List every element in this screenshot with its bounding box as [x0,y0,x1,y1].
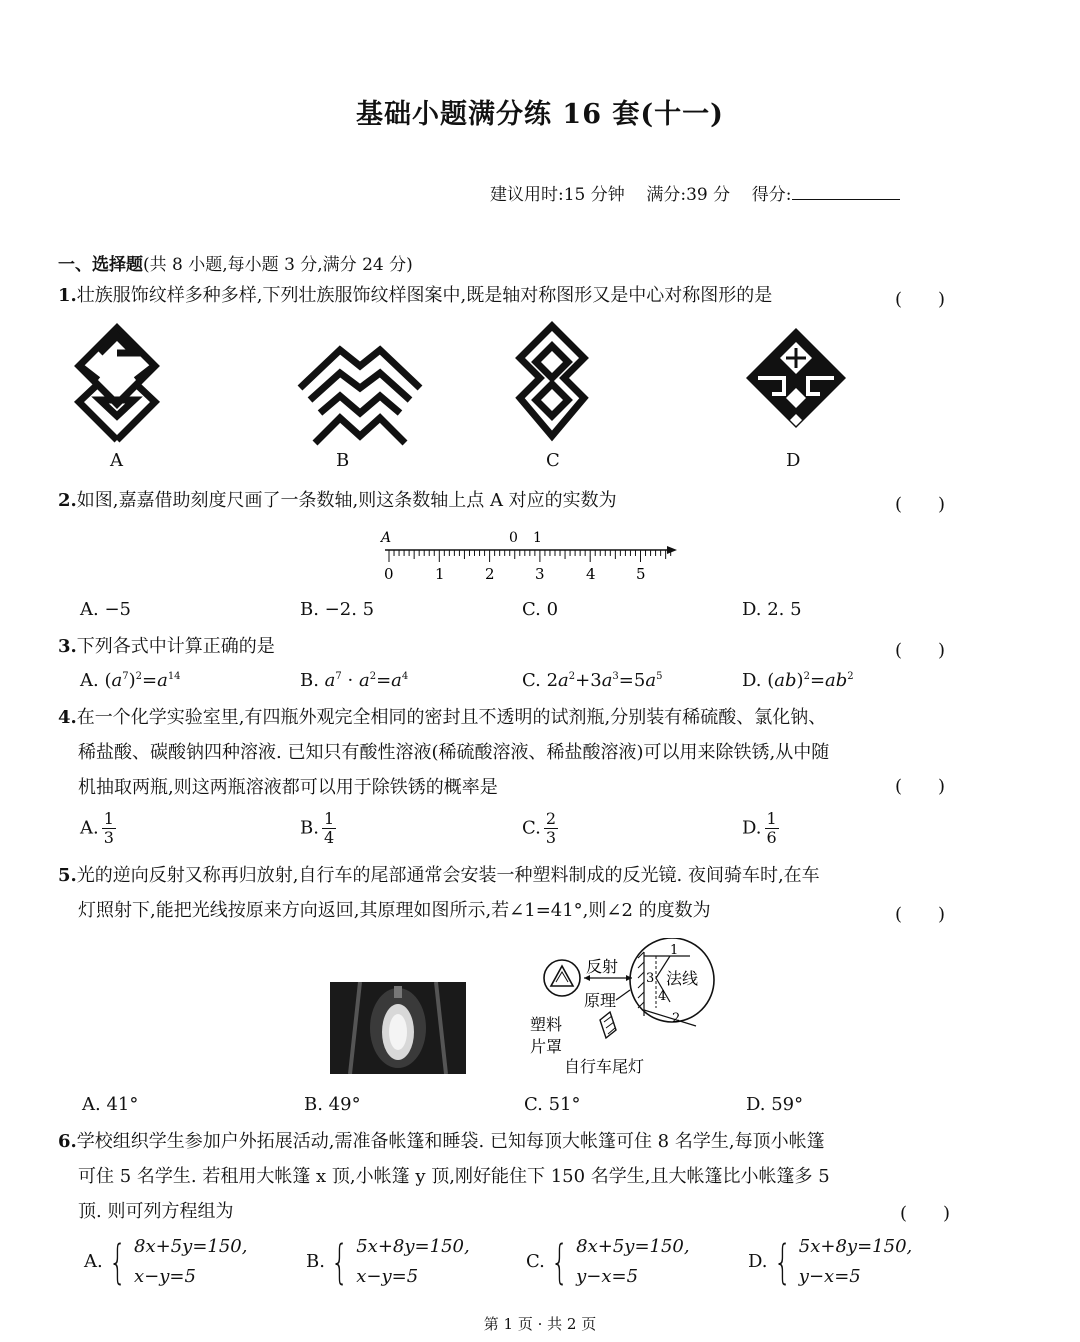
question-number: 1. [58,285,77,306]
denominator: 3 [103,828,114,847]
q4-option-b[interactable] [300,810,336,847]
question-number: 4. [58,707,77,728]
full-score: 满分:39 分 [646,185,731,205]
normal-label: 法线 [666,969,699,988]
q6-option-a[interactable] [84,1232,247,1292]
question-4 [58,700,829,805]
question-text-line1: 在一个化学实验室里,有四瓶外观完全相同的密封且不透明的试剂瓶,分别装有稀硫酸、氯化钠、 [76,707,827,728]
numerator: 1 [103,809,114,828]
angle-4-label: 4 [658,989,667,1004]
fraction [102,810,116,847]
ruler-tick-3: 3 [535,565,545,583]
reflection-diagram [520,938,720,1078]
q2-option-c[interactable]: C. 0 [522,599,559,620]
pattern-b-label: B [336,450,350,471]
question-5 [58,858,820,928]
q3-option-b[interactable]: B. $a^7 \cdot a^2=a^4$ [300,670,409,691]
q3-option-d[interactable]: D. $(ab)^2=ab^2$ [742,670,854,691]
pattern-c-label: C [546,450,560,471]
equation-system [103,1232,248,1292]
ruler-tick-0: 0 [384,565,394,583]
ruler-tick-5: 5 [636,565,646,583]
page-title: 基础小题满分练 16 套(十一) [356,99,724,130]
brace-icon: { [108,1235,127,1289]
answer-paren-4[interactable]: ( ) [895,776,946,797]
equation-1: 8x+5y=150, [134,1236,248,1257]
score-label: 得分: [751,185,792,205]
q2-option-a[interactable]: A. −5 [80,599,131,620]
brace-icon: { [330,1235,349,1289]
answer-paren-3[interactable]: ( ) [895,640,946,661]
equation-2: y−x=5 [576,1266,639,1287]
option-label: B. [306,1251,325,1272]
question-text: 下列各式中计算正确的是 [76,636,275,657]
angle-2-label: 2 [672,1011,681,1026]
q5-option-a[interactable]: A. 41° [82,1094,139,1115]
answer-paren-6[interactable]: ( ) [900,1203,951,1224]
principle-label: 原理 [584,991,617,1010]
ruler-tick-2: 2 [485,565,495,583]
question-2 [58,483,617,518]
option-label: A. [80,817,99,839]
axis-arrow [667,546,677,554]
question-text-line3: 机抽取两瓶,则这两瓶溶液都可以用于除铁锈的概率是 [78,777,498,798]
equation-1: 5x+8y=150, [356,1236,470,1257]
section-heading [58,250,413,275]
score-blank[interactable] [792,185,900,200]
denominator: 4 [323,828,335,847]
ruler-figure [355,528,685,588]
q2-option-b[interactable]: B. −2. 5 [300,599,375,620]
option-label: D. [748,1251,768,1272]
option-label: C. [522,817,541,839]
question-number: 5. [58,865,77,886]
q6-option-c[interactable] [526,1232,690,1292]
plastic-shield [600,1012,616,1038]
section-note: (共 8 小题,每小题 3 分,满分 24 分) [143,255,413,275]
question-number: 3. [58,636,77,657]
equation-system [325,1232,470,1292]
angle-1-label: 1 [670,943,679,958]
numerator: 1 [766,809,777,828]
q6-option-d[interactable] [748,1232,912,1292]
q4-option-d[interactable] [742,810,779,847]
figure-caption: 自行车尾灯 [564,1057,645,1076]
pattern-c [520,326,584,436]
question-text-line1: 光的逆向反射又称再归放射,自行车的尾部通常会安装一种塑料制成的反光镜. 夜间骑车时,在车 [76,865,820,886]
q5-option-c[interactable]: C. 51° [524,1094,581,1115]
equation-system [768,1232,913,1292]
question-text-line2: 灯照射下,能把光线按原来方向返回,其原理如图所示,若∠1=41°,则∠2 的度数为 [78,900,711,921]
page-footer: 第 1 页 · 共 2 页 [483,1315,597,1333]
numerator: 1 [323,809,335,828]
axis-label-zero: 0 [509,530,518,546]
ruler-tick-1: 1 [435,565,445,583]
equation-1: 8x+5y=150, [576,1236,690,1257]
question-6 [58,1124,830,1229]
time-suggestion: 建议用时:15 分钟 [490,185,625,205]
question-number: 2. [58,490,77,511]
question-text-line1: 学校组织学生参加户外拓展活动,需准备帐篷和睡袋. 已知每顶大帐篷可住 8 名学生,每顶小帐篷 [76,1131,825,1152]
axis-label-a: A [381,530,392,546]
q3-option-c[interactable]: C. $2a^2+3a^3=5a^5$ [522,670,663,691]
option-label: D. [742,817,762,839]
bike-taillight-photo [330,982,466,1074]
question-text-line2: 可住 5 名学生. 若租用大帐篷 x 顶,小帐篷 y 顶,刚好能住下 150 名学生,且大帐篷比小帐篷多 5 [78,1166,830,1187]
ruler-tick-4: 4 [586,565,596,583]
q3-option-a[interactable]: A. $(a^7)^2=a^{14}$ [80,670,181,691]
option-label: A. [84,1251,103,1272]
denominator: 6 [766,828,777,847]
equation-2: y−x=5 [798,1266,861,1287]
option-label: B. [300,817,319,839]
equation-system [545,1232,690,1292]
question-3 [58,629,275,664]
question-text: 如图,嘉嘉借助刻度尺画了一条数轴,则这条数轴上点 A 对应的实数为 [76,490,617,511]
answer-paren-5[interactable]: ( ) [895,904,946,925]
q6-option-b[interactable] [306,1232,470,1292]
q2-option-d[interactable]: D. 2. 5 [742,599,802,620]
axis-label-one: 1 [533,530,542,546]
numerator: 2 [545,809,557,828]
answer-paren-1[interactable]: ( ) [895,289,946,310]
q5-option-b[interactable]: B. 49° [304,1094,361,1115]
q5-option-d[interactable]: D. 59° [746,1094,804,1115]
denominator: 3 [545,828,557,847]
fraction [544,810,558,847]
angle-3-label: 3 [646,971,655,986]
brace-icon: { [773,1235,791,1289]
reflect-label: 反射 [586,957,619,976]
equation-1: 5x+8y=150, [798,1236,913,1257]
q4-option-c[interactable] [522,810,558,847]
question-text-line2: 稀盐酸、碳酸钠四种溶液. 已知只有酸性溶液(稀硫酸溶液、稀盐酸溶液)可以用来除铁锈,从中随 [78,742,830,763]
question-text: 壮族服饰纹样多种多样,下列壮族服饰纹样图案中,既是轴对称图形又是中心对称图形的是 [76,285,773,306]
pattern-b [300,350,420,443]
question-number: 6. [58,1131,77,1152]
brace-icon: { [550,1235,569,1289]
answer-paren-2[interactable]: ( ) [895,494,946,515]
fraction [765,810,779,847]
ruler-ticks [389,550,671,562]
question-1 [58,278,772,313]
pattern-d [746,328,846,428]
plastic-label-1: 塑料 [530,1015,563,1034]
q4-option-a[interactable] [80,810,116,847]
fraction [322,810,336,847]
exam-meta [490,180,900,205]
equation-2: x−y=5 [134,1266,196,1287]
pattern-a [79,328,155,440]
option-label: C. [526,1251,545,1272]
equation-2: x−y=5 [356,1266,419,1287]
pattern-d-label: D [786,450,801,471]
question-text-line3: 顶. 则可列方程组为 [78,1201,234,1222]
q1-figures [60,318,880,448]
plastic-label-2: 片罩 [530,1037,563,1056]
pattern-a-label: A [110,450,123,471]
section-title: 一、选择题 [58,255,143,275]
